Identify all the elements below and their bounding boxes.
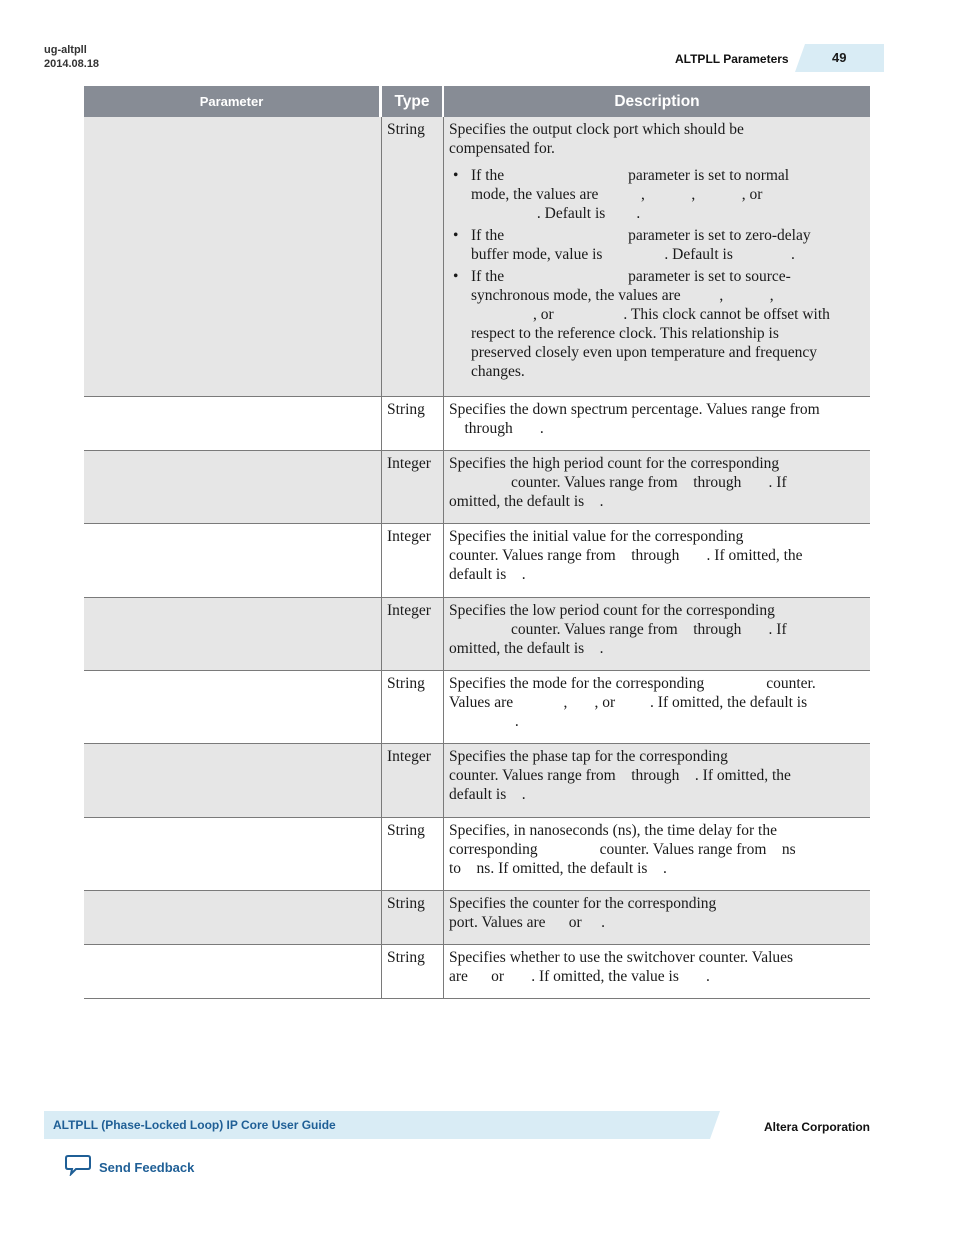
desc-line: buffer mode, value is . Default is .	[471, 246, 795, 263]
type-cell: String	[382, 891, 444, 944]
type-cell: String	[382, 671, 444, 743]
description-cell	[444, 524, 870, 597]
desc-line: preserved closely even upon temperature and frequency	[471, 344, 818, 361]
table-row	[84, 945, 870, 999]
parameter-cell	[84, 744, 382, 817]
desc-line: Specifies the output clock port which should be	[449, 121, 744, 138]
table-row	[84, 598, 870, 671]
bullet-list	[449, 166, 864, 381]
desc-line: Specifies the down spectrum percentage. Values range from	[449, 401, 820, 418]
description-cell	[444, 451, 870, 523]
type-cell: Integer	[382, 598, 444, 670]
page-number: 49	[832, 50, 847, 65]
table-row	[84, 744, 870, 818]
desc-line: respect to the reference clock. This relationship is	[471, 325, 779, 342]
desc-line: are or . If omitted, the value is .	[449, 968, 710, 985]
description-cell	[444, 117, 870, 396]
desc-line: Specifies the initial value for the corresponding	[449, 528, 744, 545]
desc-line: omitted, the default is .	[449, 640, 604, 657]
description-cell	[444, 397, 870, 450]
parameter-cell	[84, 891, 382, 944]
desc-line: default is .	[449, 566, 526, 583]
desc-line: synchronous mode, the values are , ,	[471, 287, 774, 304]
bullet-item	[471, 226, 864, 264]
desc-line: to ns. If omitted, the default is .	[449, 860, 667, 877]
type-cell: String	[382, 117, 444, 396]
table-row	[84, 117, 870, 397]
desc-line: , or . This clock cannot be offset with	[471, 306, 830, 323]
description-cell	[444, 598, 870, 670]
description-cell	[444, 818, 870, 890]
desc-line: Specifies the phase tap for the corresponding	[449, 748, 728, 765]
description-cell	[444, 891, 870, 944]
type-cell: Integer	[382, 524, 444, 597]
bullet-item	[471, 267, 864, 381]
table-header	[84, 86, 870, 117]
desc-line: Specifies the high period count for the corresponding	[449, 455, 780, 472]
section-title: ALTPLL Parameters	[675, 52, 789, 66]
table-row	[84, 671, 870, 744]
desc-line: • If the parameter is set to source-	[471, 268, 791, 285]
desc-line: mode, the values are , , , or	[471, 186, 763, 203]
type-cell: String	[382, 818, 444, 890]
desc-line: • If the parameter is set to normal	[471, 167, 790, 184]
desc-line: corresponding counter. Values range from ns	[449, 841, 796, 858]
desc-line: Specifies the mode for the corresponding counter.	[449, 675, 816, 692]
type-cell: Integer	[382, 744, 444, 817]
table-row	[84, 524, 870, 598]
desc-line: port. Values are or .	[449, 914, 605, 931]
speech-bubble-icon	[65, 1154, 91, 1181]
description-cell	[444, 744, 870, 817]
doc-code: ug-altpll	[44, 44, 87, 56]
desc-line: Specifies the low period count for the corresponding	[449, 602, 775, 619]
desc-line: . Default is .	[471, 205, 641, 222]
desc-line: Values are , , or . If omitted, the default is	[449, 694, 808, 711]
header-parameter: Parameter	[84, 86, 382, 117]
send-feedback-link[interactable]	[65, 1154, 194, 1181]
desc-line: .	[449, 713, 519, 730]
table-row	[84, 818, 870, 891]
parameter-cell	[84, 524, 382, 597]
type-cell: String	[382, 397, 444, 450]
description-cell	[444, 945, 870, 998]
desc-line: Specifies, in nanoseconds (ns), the time delay for the	[449, 822, 777, 839]
desc-line: Specifies the counter for the corresponding	[449, 895, 717, 912]
type-cell: Integer	[382, 451, 444, 523]
desc-line: counter. Values range from through . If	[449, 474, 787, 491]
company-name: Altera Corporation	[764, 1120, 871, 1134]
guide-title-link[interactable]: ALTPLL (Phase-Locked Loop) IP Core User Guide	[53, 1118, 336, 1132]
parameter-cell	[84, 945, 382, 998]
header-type: Type	[382, 86, 444, 117]
desc-line: counter. Values range from through . If omitted, the	[449, 547, 803, 564]
doc-date: 2014.08.18	[44, 58, 100, 70]
desc-line: through .	[449, 420, 544, 437]
desc-line: omitted, the default is .	[449, 493, 604, 510]
table-row	[84, 891, 870, 945]
parameter-table	[84, 86, 870, 999]
type-cell: String	[382, 945, 444, 998]
desc-line: • If the parameter is set to zero-delay	[471, 227, 811, 244]
parameter-cell	[84, 397, 382, 450]
desc-line: default is .	[449, 786, 526, 803]
parameter-cell	[84, 598, 382, 670]
desc-line: changes.	[471, 363, 525, 380]
parameter-cell	[84, 117, 382, 396]
parameter-cell	[84, 671, 382, 743]
desc-line: counter. Values range from through . If omitted, the	[449, 767, 791, 784]
header-description: Description	[614, 93, 700, 110]
parameter-cell	[84, 818, 382, 890]
desc-line: counter. Values range from through . If	[449, 621, 787, 638]
desc-line: Specifies whether to use the switchover counter. Values	[449, 949, 794, 966]
desc-line: compensated for.	[449, 140, 555, 157]
parameter-cell	[84, 451, 382, 523]
table-row	[84, 397, 870, 451]
bullet-item	[471, 166, 864, 223]
doc-id	[44, 43, 99, 71]
description-cell	[444, 671, 870, 743]
table-row	[84, 451, 870, 524]
send-feedback-label[interactable]: Send Feedback	[99, 1160, 195, 1175]
